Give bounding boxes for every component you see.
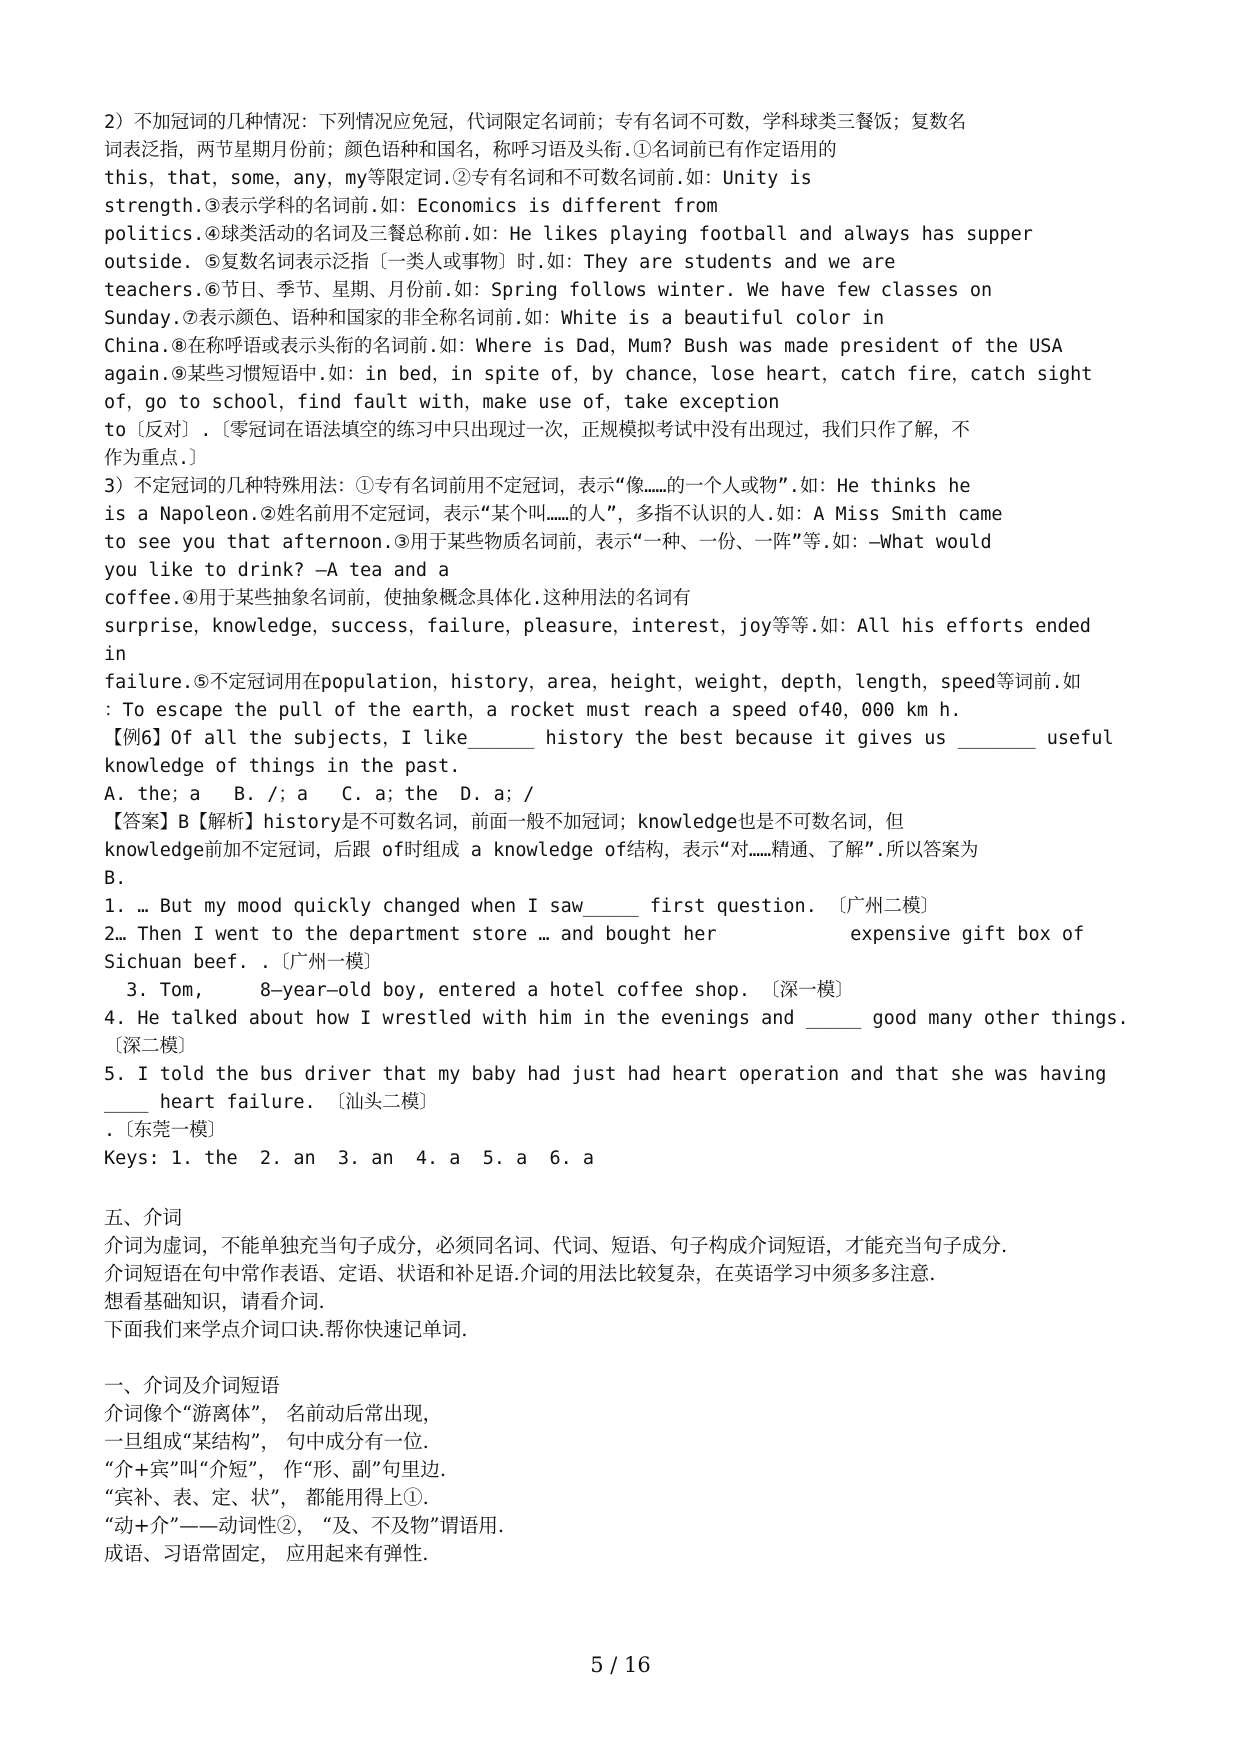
text-line: 下面我们来学点介词口诀.帮你快速记单词. (104, 1318, 468, 1341)
text-line: 5. I told the bus driver that my baby had just had heart operation and that she was having (104, 1064, 1107, 1085)
text-line: China.⑧在称呼语或表示头衔的名词前.如：Where is Dad，Mum? Bush was made president of the USA (104, 336, 1063, 357)
verse-line: “介+宾”叫“介短”， 作“形、副”句里边. (104, 1458, 447, 1481)
text-line: surprise，knowledge，success，failure，pleasure，interest，joy等等.如：All his efforts ended (104, 616, 1091, 637)
text-line: coffee.④用于某些抽象名词前，使抽象概念具体化.这种用法的名词有 (104, 588, 691, 609)
text-line: this，that，some，any，my等限定词.②专有名词和不可数名词前.如：Unity is (104, 168, 812, 189)
text-line: teachers.⑥节日、季节、星期、月份前.如：Spring follows winter. We have few classes on (104, 280, 993, 301)
text-line: to〔反对〕.〔零冠词在语法填空的练习中只出现过一次，正规模拟考试中没有出现过，我们只作了解，不 (104, 420, 970, 441)
text-line: politics.④球类活动的名词及三餐总称前.如：He likes playing football and always has supper (104, 224, 1033, 245)
text-line: ____ heart failure. 〔汕头二模〕 (104, 1092, 438, 1113)
text-line: 作为重点.〕 (104, 448, 208, 469)
text-line: in (104, 644, 127, 665)
text-line: 【答案】B【解析】history是不可数名词，前面一般不加冠词；knowledge也是不可数名词，但 (104, 812, 904, 833)
text-line: 想看基础知识，请看介词. (104, 1290, 325, 1313)
text-line: 1. … But my mood quickly changed when I saw_____ first question. 〔广州二模〕 (104, 896, 939, 917)
verse-line: 一旦组成“某结构”， 句中成分有一位. (104, 1430, 429, 1453)
text-line: ：To escape the pull of the earth，a rocket must reach a speed of40，000 km h. (104, 700, 962, 721)
text-line: 3. Tom, 8—year—old boy, entered a hotel coffee shop. 〔深一模〕 (104, 980, 854, 1001)
text-line: of，go to school，find fault with，make use of，take exception (104, 392, 780, 413)
text-line: A. the；a B. /；a C. a；the D. a；/ (104, 784, 535, 805)
text-line: you like to drink? —A tea and a (104, 560, 450, 581)
text-line: strength.③表示学科的名词前.如：Economics is different from (104, 196, 718, 217)
text-line: .〔东莞一模〕 (104, 1120, 227, 1141)
text-line: again.⑨某些习惯短语中.如：in bed，in spite of，by chance，lose heart，catch fire，catch sight (104, 364, 1093, 385)
subsection-heading: 一、介词及介词短语 (104, 1374, 280, 1397)
text-line: 3）不定冠词的几种特殊用法：①专有名词前用不定冠词，表示“像……的一个人或物”.如：He thinks he (104, 476, 971, 497)
text-line: 4. He talked about how I wrestled with him in the evenings and _____ good many other things. (104, 1008, 1129, 1029)
text-line: is a Napoleon.②姓名前用不定冠词，表示“某个叫……的人”，多指不认识的人.如：A Miss Smith came (104, 504, 1003, 525)
text-line: Sichuan beef. .〔广州一模〕 (104, 952, 383, 973)
text-line: 【例6】Of all the subjects，I like______ history the best because it gives us _______ useful (104, 728, 1114, 749)
section-heading: 五、介词 (104, 1206, 183, 1229)
text-line: 词表泛指，两节星期月份前；颜色语种和国名，称呼习语及头衔.①名词前已有作定语用的 (104, 140, 837, 161)
verse-line: “宾补、表、定、状”， 都能用得上①. (104, 1486, 429, 1509)
verse-line: 介词像个“游离体”， 名前动后常出现， (104, 1402, 443, 1425)
text-line: B. (104, 868, 127, 889)
text-line: to see you that afternoon.③用于某些物质名词前，表示“一种、一份、一阵”等.如：—What would (104, 532, 992, 553)
text-line: 介词为虚词，不能单独充当句子成分，必须同名词、代词、短语、句子构成介词短语，才能充当句子成分. (104, 1234, 1008, 1257)
text-line: failure.⑤不定冠词用在population，history，area，height，weight，depth，length，speed等词前.如 (104, 672, 1082, 693)
text-line: 2… Then I went to the department store … and bought her expensive gift box of (104, 924, 1085, 945)
text-line: Keys: 1. the 2. an 3. an 4. a 5. a 6. a (104, 1148, 595, 1169)
text-line: outside. ⑤复数名词表示泛指〔一类人或事物〕时.如：They are students and we are (104, 252, 896, 273)
verse-line: “动+介”——动词性②， “及、不及物”谓语用. (104, 1514, 505, 1537)
text-line: knowledge of things in the past. (104, 756, 461, 777)
text-line: 介词短语在句中常作表语、定语、状语和补足语.介词的用法比较复杂，在英语学习中须多多注意. (104, 1262, 936, 1285)
verse-line: 成语、习语常固定， 应用起来有弹性. (104, 1542, 429, 1565)
text-line: Sunday.⑦表示颜色、语种和国家的非全称名词前.如：White is a beautiful color in (104, 308, 885, 329)
text-line: 〔深二模〕 (104, 1036, 197, 1057)
page-number: 5 / 16 (590, 1653, 651, 1677)
text-line: 2）不加冠词的几种情况：下列情况应免冠，代词限定名词前；专有名词不可数，学科球类三餐饭；复数名 (104, 112, 967, 133)
text-line: knowledge前加不定冠词，后跟 of时组成 a knowledge of结构，表示“对……精通、了解”.所以答案为 (104, 840, 979, 861)
